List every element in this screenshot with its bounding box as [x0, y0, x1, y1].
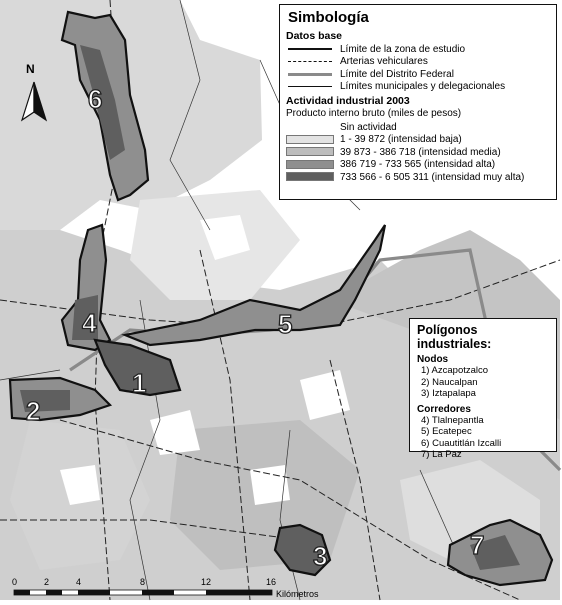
scale-tick-label: 16 [266, 577, 277, 587]
label-polygon-5: 5 [278, 309, 293, 339]
corridor-item: 6) Cuautitlán Izcalli [421, 437, 502, 449]
legend-item-label: Límite de la zona de estudio [340, 43, 466, 55]
scale-tick-label: 8 [140, 577, 146, 587]
label-polygon-2: 2 [26, 396, 41, 426]
legend-class-label: 1 - 39 872 (intensidad baja) [340, 134, 462, 146]
scale-tick-label: 2 [44, 577, 50, 587]
legend-class-1 [286, 134, 550, 147]
legend-class-label: 39 873 - 386 718 (intensidad media) [340, 146, 501, 158]
legend-item-municipal [286, 81, 550, 94]
legend-item-arteries [286, 56, 550, 69]
swatch-icon [286, 172, 334, 182]
legend-class-0 [286, 121, 550, 134]
scale-tick-label: 0 [12, 577, 18, 587]
swatch-icon [286, 135, 334, 145]
thin-line-icon [286, 82, 334, 92]
scale-bar [14, 590, 272, 595]
scale-tick-label: 4 [76, 577, 82, 587]
scale-unit-label: Kilómetros [276, 589, 319, 599]
legend-activity-title: Actividad industrial 2003 [286, 95, 410, 107]
legend-base-title: Datos base [286, 30, 343, 42]
legend-item-df-limit [286, 68, 550, 81]
swatch-icon [286, 160, 334, 170]
dashed-line-icon [286, 57, 334, 67]
legend-item-label: Límites municipales y delegacionales [340, 81, 506, 93]
legend-class-label: 386 719 - 733 565 (intensidad alta) [340, 159, 496, 171]
legend-class-2 [286, 146, 550, 159]
legend-title: Simbología [288, 9, 369, 26]
north-label: N [26, 62, 35, 76]
corridor-item: 7) La Paz [421, 449, 462, 460]
legend-class-4 [286, 171, 550, 184]
gray-line-icon [286, 69, 334, 79]
node-item: 2) Naucalpan [421, 376, 478, 388]
legend-class-label: 733 566 - 6 505 311 (intensidad muy alta) [340, 171, 525, 183]
corridors-title: Corredores [417, 403, 471, 415]
polygons-title: Polígonos industriales: [417, 323, 492, 351]
label-polygon-6: 6 [88, 84, 103, 114]
label-polygon-3: 3 [313, 541, 328, 571]
legend-item-study-limit [286, 43, 550, 56]
legend-class-3 [286, 159, 550, 172]
corridor-item: 5) Ecatepec [421, 426, 472, 437]
label-polygon-7: 7 [470, 530, 485, 560]
swatch-icon [286, 147, 334, 157]
label-polygon-4: 4 [82, 308, 97, 338]
thick-line-icon [286, 44, 334, 54]
polygons-panel [409, 318, 557, 460]
nodes-title: Nodos [417, 354, 449, 365]
node-item: 3) Iztapalapa [421, 388, 476, 399]
legend-item-label: Límite del Distrito Federal [340, 68, 454, 80]
swatch-icon [286, 122, 334, 132]
corridor-item: 4) Tlalnepantla [421, 414, 484, 426]
legend-item-label: Arterias vehiculares [340, 56, 428, 68]
node-item: 1) Azcapotzalco [421, 365, 489, 376]
legend-panel [279, 4, 557, 200]
legend-class-label: Sin actividad [340, 121, 397, 133]
legend-activity-subtitle: Producto interno bruto (miles de pesos) [286, 108, 462, 119]
label-polygon-1: 1 [132, 368, 147, 398]
scale-tick-label: 12 [201, 577, 212, 587]
